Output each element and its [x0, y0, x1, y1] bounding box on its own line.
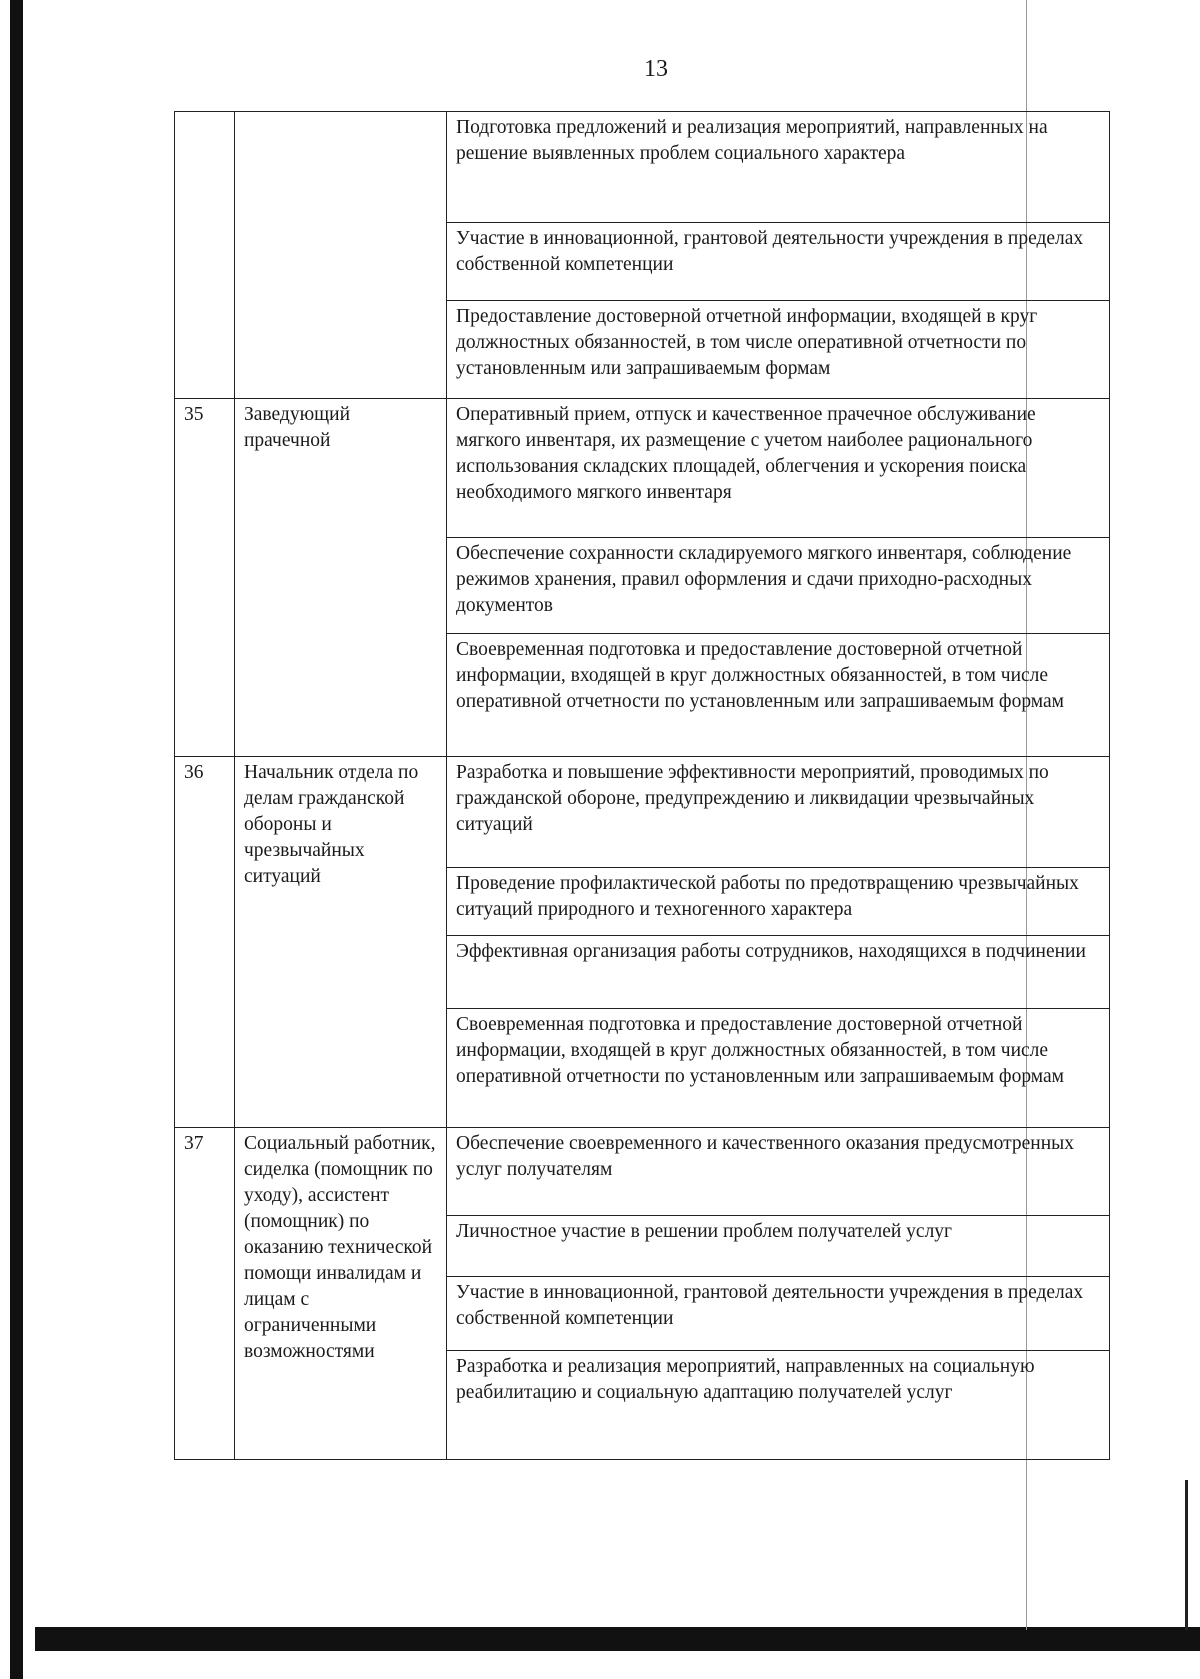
criterion-text: Подготовка предложений и реализация мероприятий, направленных на решение выявленных проблем социального характера: [447, 112, 1110, 223]
scan-edge-right: [1185, 1480, 1188, 1630]
table-row: [175, 1128, 1110, 1216]
table-row: [175, 757, 1110, 868]
criterion-text: Предоставление достоверной отчетной информации, входящей в круг должностных обязанностей, в том числе оперативной отчетности по установленным или запрашиваемым формам: [447, 301, 1110, 399]
criterion-text: Своевременная подготовка и предоставление достоверной отчетной информации, входящей в круг должностных обязанностей, в том числе оперативной отчетности по установленным или запрашиваемым формам: [447, 634, 1110, 757]
criterion-text: Обеспечение сохранности складируемого мягкого инвентаря, соблюдение режимов хранения, правил оформления и сдачи приходно-расходных документов: [447, 538, 1110, 634]
criterion-text: Своевременная подготовка и предоставление достоверной отчетной информации, входящей в круг должностных обязанностей, в том числе оперативной отчетности по установленным или запрашиваемым формам: [447, 1009, 1110, 1128]
position-title: Заведующий прачечной: [235, 399, 447, 757]
row-number: 37: [175, 1128, 235, 1460]
scan-edge-left: [10, 0, 23, 1679]
row-number: 36: [175, 757, 235, 1128]
criterion-text: Разработка и повышение эффективности мероприятий, проводимых по гражданской обороне, предупреждению и ликвидации чрезвычайных ситуаций: [447, 757, 1110, 868]
scan-edge-bottom: [35, 1627, 1200, 1651]
row-number: [175, 112, 235, 399]
criterion-text: Личностное участие в решении проблем получателей услуг: [447, 1216, 1110, 1277]
table-row: [175, 399, 1110, 538]
criterion-text: Оперативный прием, отпуск и качественное прачечное обслуживание мягкого инвентаря, их размещение с учетом наиболее рационального использования складских площадей, облегчения и ускорения поиска необходимого мягкого инвентаря: [447, 399, 1110, 538]
table-row: [175, 112, 1110, 223]
criterion-text: Участие в инновационной, грантовой деятельности учреждения в пределах собственной компетенции: [447, 223, 1110, 301]
criteria-table-body: [175, 112, 1110, 1460]
criterion-text: Разработка и реализация мероприятий, направленных на социальную реабилитацию и социальную адаптацию получателей услуг: [447, 1351, 1110, 1460]
criterion-text: Проведение профилактической работы по предотвращению чрезвычайных ситуаций природного и техногенного характера: [447, 868, 1110, 936]
criterion-text: Участие в инновационной, грантовой деятельности учреждения в пределах собственной компетенции: [447, 1277, 1110, 1351]
criterion-text: Эффективная организация работы сотрудников, находящихся в подчинении: [447, 936, 1110, 1009]
position-title: Социальный работник, сиделка (помощник по уходу), ассистент (помощник) по оказанию технической помощи инвалидам и лицам с ограниченными возможностями: [235, 1128, 447, 1460]
position-title: Начальник отдела по делам гражданской обороны и чрезвычайных ситуаций: [235, 757, 447, 1128]
criterion-text: Обеспечение своевременного и качественного оказания предусмотренных услуг получателям: [447, 1128, 1110, 1216]
row-number: 35: [175, 399, 235, 757]
page-number: 13: [644, 56, 668, 82]
position-title: [235, 112, 447, 399]
criteria-table: [174, 111, 1110, 1460]
